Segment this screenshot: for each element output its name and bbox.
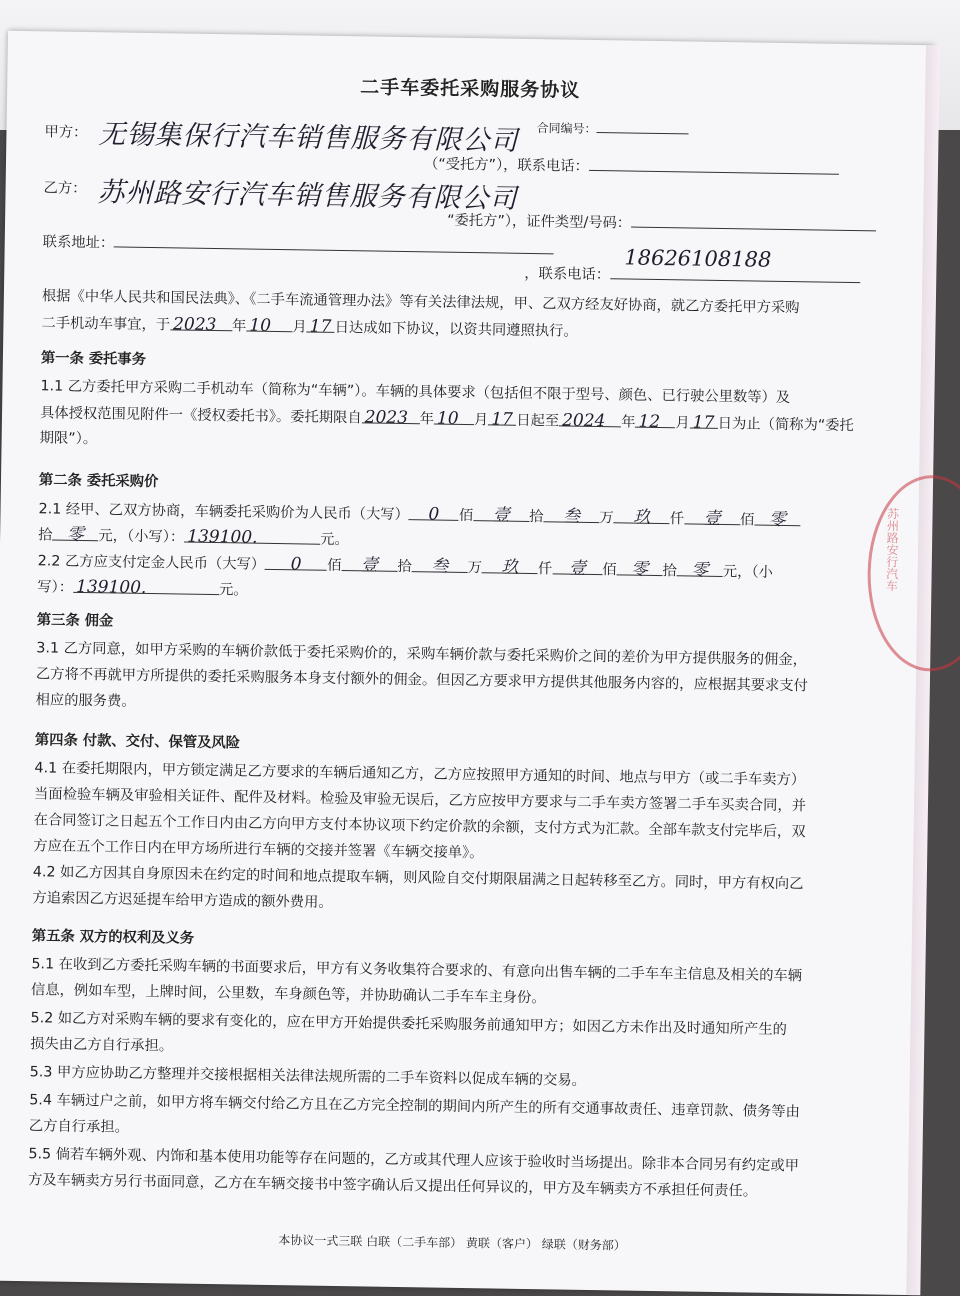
party-b-label: 乙方： — [43, 180, 87, 197]
company-seal — [866, 474, 960, 672]
unit-wan: 万 — [599, 510, 614, 527]
a4-line-4: 方应在五个工作日内在甲方场所进行车辆的交接并签署《车辆交接单》。 — [33, 838, 484, 862]
a1-line-2 — [40, 403, 854, 435]
deposit-wan: 叁 — [412, 557, 468, 573]
phone-label: ，联系电话： — [524, 265, 611, 284]
a2-line-3 — [38, 551, 773, 582]
a5-line-5: 5.3 甲方应协助乙方整理并交接根据相关法律法规所需的二手车资料以促成车辆的交易。 — [29, 1064, 587, 1089]
a5-line-3: 5.2 如乙方对采购车辆的要求有变化的，应在甲方开始提供委托采购服务前通知甲方；如因乙方未作出及时通知所产生的 — [30, 1010, 788, 1039]
a4-line-6: 方追索因乙方迟延提车给甲方造成的额外费用。 — [32, 890, 333, 911]
a3-line-1: 3.1 乙方同意，如甲方采购的车辆价款低于委托采购价的，采购车辆价款与委托采购价之间的差价为甲方提供服务的佣金， — [36, 640, 808, 669]
a5-line-7: 乙方自行承担。 — [28, 1118, 130, 1136]
price-shiwan: 壹 — [473, 506, 529, 522]
article-4-title: 第四条 付款、交付、保管及风险 — [34, 732, 241, 752]
month-char: 月 — [675, 415, 690, 432]
a5-line-8: 5.5 倘若车辆外观、内饰和基本使用功能等存在问题的，乙方或其代理人应该于验收时当场提出。除非本合同另有约定或甲 — [28, 1146, 800, 1175]
party-b-id-blank — [631, 213, 876, 232]
price-small: 139100. — [184, 528, 320, 545]
article-1-title: 第一条 委托事务 — [40, 350, 147, 368]
month-char: 月 — [292, 319, 307, 336]
unit-shi: 拾 — [662, 563, 677, 580]
phone-blank — [610, 245, 860, 283]
unit-qian: 仟 — [669, 511, 685, 528]
unit-shi: 拾 — [397, 558, 412, 576]
a4-line-1: 4.1 在委托期限内，甲方锁定满足乙方要求的车辆后通知乙方，乙方应按照甲方通知的时间、地点与甲方（或二手车卖方） — [34, 760, 806, 789]
party-a-phone-blank — [589, 156, 839, 175]
contract-number-label: 合同编号： — [536, 121, 597, 136]
party-b-role: “委托方”），证件类型/号码： — [447, 212, 632, 232]
intro-line-1: 根据《中华人民共和国民法典》、《二手车流通管理办法》等有关法律法规，甲、乙双方经友好协商，就乙方委托甲方采购 — [41, 288, 800, 317]
yuan-end-2: 元。 — [218, 582, 248, 599]
a2-line-4 — [37, 577, 248, 599]
sign-day: 17 — [307, 317, 335, 332]
a5-line-2: 信息，例如车型，上牌时间，公里数，车身颜色等，并协助确认二手车车主身份。 — [30, 982, 546, 1007]
address-label: 联系地址： — [42, 234, 115, 252]
deposit-small: 139100. — [73, 578, 219, 595]
a1-text: 具体授权范围见附件一《授权委托书》。委托期限自 — [39, 405, 362, 427]
deposit-qian: 玖 — [482, 558, 538, 574]
unit-bai: 佰 — [327, 557, 342, 575]
a5-line-1: 5.1 在收到乙方委托采购车辆的书面要求后，甲方有义务收集符合要求的、有意向出售车辆的二手车车主信息及相关的车辆 — [31, 956, 803, 985]
intro-line-2 — [41, 313, 578, 340]
intro-text-end: 日达成如下协议，以资共同遵照执行。 — [334, 319, 578, 340]
price-bai: 壹 — [684, 509, 740, 525]
start-day: 17 — [488, 410, 516, 425]
footer-copies: 本协议一式三联 白联（二手车部） 黄联（客户） 绿联（财务部） — [278, 1233, 626, 1253]
unit-shi: 拾 — [38, 527, 53, 544]
article-3-title: 第三条 佣金 — [36, 612, 114, 630]
a1-line-1: 1.1 乙方委托甲方采购二手机动车（简称为“车辆”）。车辆的具体要求（包括但不限于型号、颜色、已行驶公里数等）及 — [40, 378, 791, 407]
address-row — [43, 231, 555, 259]
a5-line-4: 损失由乙方自行承担。 — [30, 1036, 174, 1055]
price-baiwan: 0 — [409, 505, 459, 521]
year-char: 年 — [231, 318, 247, 335]
a2-line-2 — [38, 525, 349, 549]
party-a-label: 甲方： — [44, 124, 88, 141]
unit-wan: 万 — [467, 560, 483, 577]
price-wan: 叁 — [543, 507, 599, 523]
a4-line-5: 4.2 如乙方因其自身原因未在约定的时间和地点提取车辆，则风险自交付期限届满之日起转移至乙方。同时，甲方有权向乙 — [32, 864, 804, 893]
party-a-role: （“受托方”），联系电话： — [423, 156, 590, 175]
address-blank — [114, 232, 554, 254]
a1-line-3: 期限”）。 — [39, 430, 98, 448]
phone-handwritten: 18626108188 — [624, 245, 772, 272]
price-yuan: 零 — [52, 525, 98, 541]
document-title: 二手车委托采购服务协议 — [360, 76, 581, 102]
deposit-bai: 壹 — [552, 559, 602, 575]
a5-line-9: 方及车辆卖方另行书面同意，乙方在车辆交接书中签字确认后又提出任何异议的，甲方及车辆卖方不承担任何责任。 — [27, 1172, 758, 1200]
sign-month: 10 — [246, 317, 292, 333]
party-a-handwritten-name: 无锡集保行汽车销售服务有限公司 — [98, 119, 519, 157]
contract-number-blank — [597, 118, 689, 134]
price-shi: 零 — [754, 511, 800, 527]
price-qian: 玖 — [614, 508, 670, 524]
deposit-shiwan: 壹 — [341, 556, 397, 572]
a3-line-3: 相应的服务费。 — [35, 692, 136, 710]
start-year: 2023 — [362, 408, 420, 424]
a5-line-6: 5.4 车辆过户之前，如甲方将车辆交付给乙方且在乙方完全控制的期间内所产生的所有交通事故责任、违章罚款、债务等由 — [29, 1092, 801, 1121]
deposit-yuan: 零 — [677, 561, 723, 577]
party-b-role-row — [447, 210, 876, 237]
sign-year: 2023 — [170, 315, 232, 331]
party-b-handwritten-name: 苏州路安行汽车销售服务有限公司 — [97, 177, 518, 215]
unit-yuan: 元， — [98, 528, 128, 545]
yuan-end: 元。 — [320, 531, 349, 549]
end-day: 17 — [690, 413, 718, 428]
unit-bai: 佰 — [739, 512, 755, 529]
intro-text: 二手机动车事宜，于 — [41, 315, 171, 334]
start-month: 10 — [434, 409, 474, 425]
a2-line-1 — [38, 499, 800, 530]
deposit-baiwan: 0 — [265, 555, 327, 571]
from-text: 日起至 — [516, 412, 560, 430]
end-month: 12 — [635, 413, 675, 429]
small-label: （小写）： — [126, 528, 185, 546]
unit-shi: 拾 — [529, 508, 544, 526]
unit-qian: 仟 — [537, 561, 553, 578]
a4-line-2: 当面检验车辆及审验相关证件、配件及材料。检验及审验无误后，乙方应按甲方要求与二手车卖方签署二手车买卖合同，并 — [33, 786, 807, 815]
contract-number-row — [536, 117, 688, 139]
small-label-2: 写）： — [37, 579, 74, 596]
year-char: 年 — [621, 414, 636, 431]
article-5-title: 第五条 双方的权利及义务 — [31, 928, 195, 947]
year-char: 年 — [419, 411, 435, 428]
deposit-shi: 零 — [616, 560, 662, 576]
article-2-title: 第二条 委托采购价 — [38, 472, 159, 491]
unit-bai: 佰 — [602, 562, 617, 579]
contract-page — [0, 31, 934, 1295]
a4-line-3: 在合同签订之日起五个工作日内由乙方向甲方支付本协议项下约定价款的余额，支付方式为汇款。全部车款支付完毕后，双 — [33, 812, 806, 841]
month-char: 月 — [473, 412, 489, 429]
until-text: 日为止（简称为“委托 — [717, 415, 854, 435]
a2-text: 2.1 经甲、乙双方协商，车辆委托采购价为人民币（大写） — [38, 501, 410, 524]
end-year: 2024 — [559, 411, 621, 427]
unit-bai: 佰 — [458, 507, 474, 525]
yuan-comma: 元，（小 — [722, 564, 774, 581]
seal-text: 苏州路安行汽车 — [884, 507, 900, 592]
phone-row — [524, 245, 860, 288]
a2-2-text: 2.2 乙方应支付定金人民币（大写） — [37, 553, 266, 573]
a3-line-2: 乙方将不再就甲方所提供的委托采购服务本身支付额外的佣金。但因乙方要求甲方提供其他服务内容的，应根据其要求支付 — [35, 666, 809, 695]
